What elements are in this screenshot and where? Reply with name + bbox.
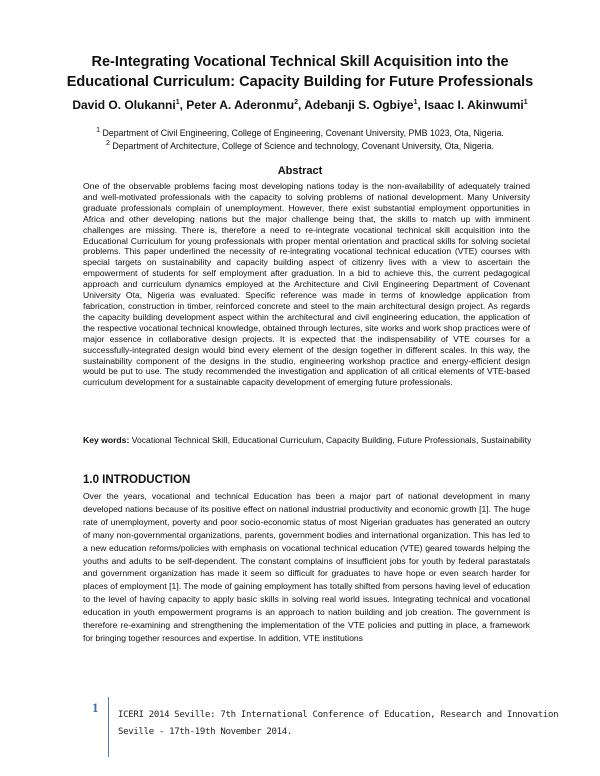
title-line-2: Educational Curriculum: Capacity Building for Future Professionals [66, 74, 534, 90]
author: Isaac I. Akinwumi$^1$ [424, 98, 528, 112]
footer-line-2: Seville - 17th-19th November 2014. [118, 727, 293, 737]
introduction-heading: 1.0 INTRODUCTION [83, 474, 191, 486]
author: Peter A. Aderonmu$^2$, [186, 98, 305, 112]
affiliation-2: $^2$ Department of Architecture, College of Science and technology, Covenant University, Ota, Nigeria. [106, 140, 494, 151]
footer-conference [118, 707, 558, 741]
page-number: 1 [92, 700, 99, 715]
introduction-text: Over the years, vocational and technical Education has been a major part of national development in many developed nations because of its positive effect on national industrial productivity and economic growth [1]. The huge rate of unemployment, poverty and poor socio-economic status of most Nigerian graduates has generated an outcry of many non-governmental organizations, parents, government bodies and international organization. This has led to a new education reforms/policies with emphasis on vocational technical education (VTE) geared towards helping the youths and adults to be self-dependent. The constant complains of insufficient jobs for youth by federal parastatals and government organization has made it seem so difficult for graduates to have hope or even search harder for places of employment [1]. The mode of gaining employment has totally shifted from persons having level of education to the level of having capacity to apply basic skills in solving real world issues. Integrating technical and vocational education in youth empowerment programs is an approach to nation building and job creation. The government is therefore re-examining and strengthening the implementation of the VTE policies and putting in place, a framework for bringing together resources and expertise. In addition, VTE institutions [83, 491, 530, 643]
author: Adebanji S. Ogbiye$^1$, [304, 98, 425, 112]
footer-line-1: ICERI 2014 Seville: 7th International Conference of Education, Research and Innovation [118, 710, 559, 720]
keywords [83, 434, 533, 447]
author-list [40, 98, 560, 112]
affiliation-1: $^1$ Department of Civil Engineering, College of Engineering, Covenant University, PMB 1023, Ota, Nigeria. [96, 127, 504, 138]
title-line-1: Re-Integrating Vocational Technical Skill Acquisition into the [91, 54, 509, 70]
keywords-text: Vocational Technical Skill, Educational Curriculum, Capacity Building, Future Professionals, Sustainability [131, 435, 532, 445]
paper-title [40, 52, 560, 92]
footer-divider [108, 697, 109, 757]
author: David O. Olukanni$^1$, [72, 98, 187, 112]
keywords-label: Key words: [83, 435, 130, 445]
abstract-heading: Abstract [277, 165, 323, 177]
abstract-text: One of the observable problems facing most developing nations today is the non-availability of adequately trained and well-motivated professionals with the capacity to solving problems of national development. Many University graduate professionals complain of unemployment. However, there exist substantial employment opportunities in Africa and other developing nations but the major challenge being that, the skills to match up with imminent challenges are missing. There is, therefore a need to re-integrate vocational technical skill acquisition into the Educational Curriculum for young professionals with proper mental orientation and practical skills for solving societal problems. This paper underlined the necessity of re-integrating vocational technical education (VTE) courses with special targets on sustainability and capacity building aspect of citizenry lives with a view to ascertain the empowerment of students for self employment after graduation. In a bid to achieve this, the current pedagogical approach and curriculum dynamics employed at the Architecture and Civil Engineering Department of Covenant University Ota, Nigeria was evaluated. Specific reference was made in terms of knowledge application from fabrication, construction in timber, reinforced concrete and steel to the main architectural design project. As regards the capacity building development aspect within the architectural and civil engineering education, the application of the respective vocational technical knowledge, obtained through lectures, site works and work shop practices were of major essence in collaborative design projects. It is expected that the indispensability of VTE courses for a successfully-integrated design would bind every element of the design together in different scales. In this way, the sustainability component of the designs in the studio, engineering workshop practice and energy-efficient design would be put to use. The study recommended the investigation and application of all critical elements of VTE-based curriculum development for a sustainable capacity development of emerging future professionals. [83, 181, 530, 388]
